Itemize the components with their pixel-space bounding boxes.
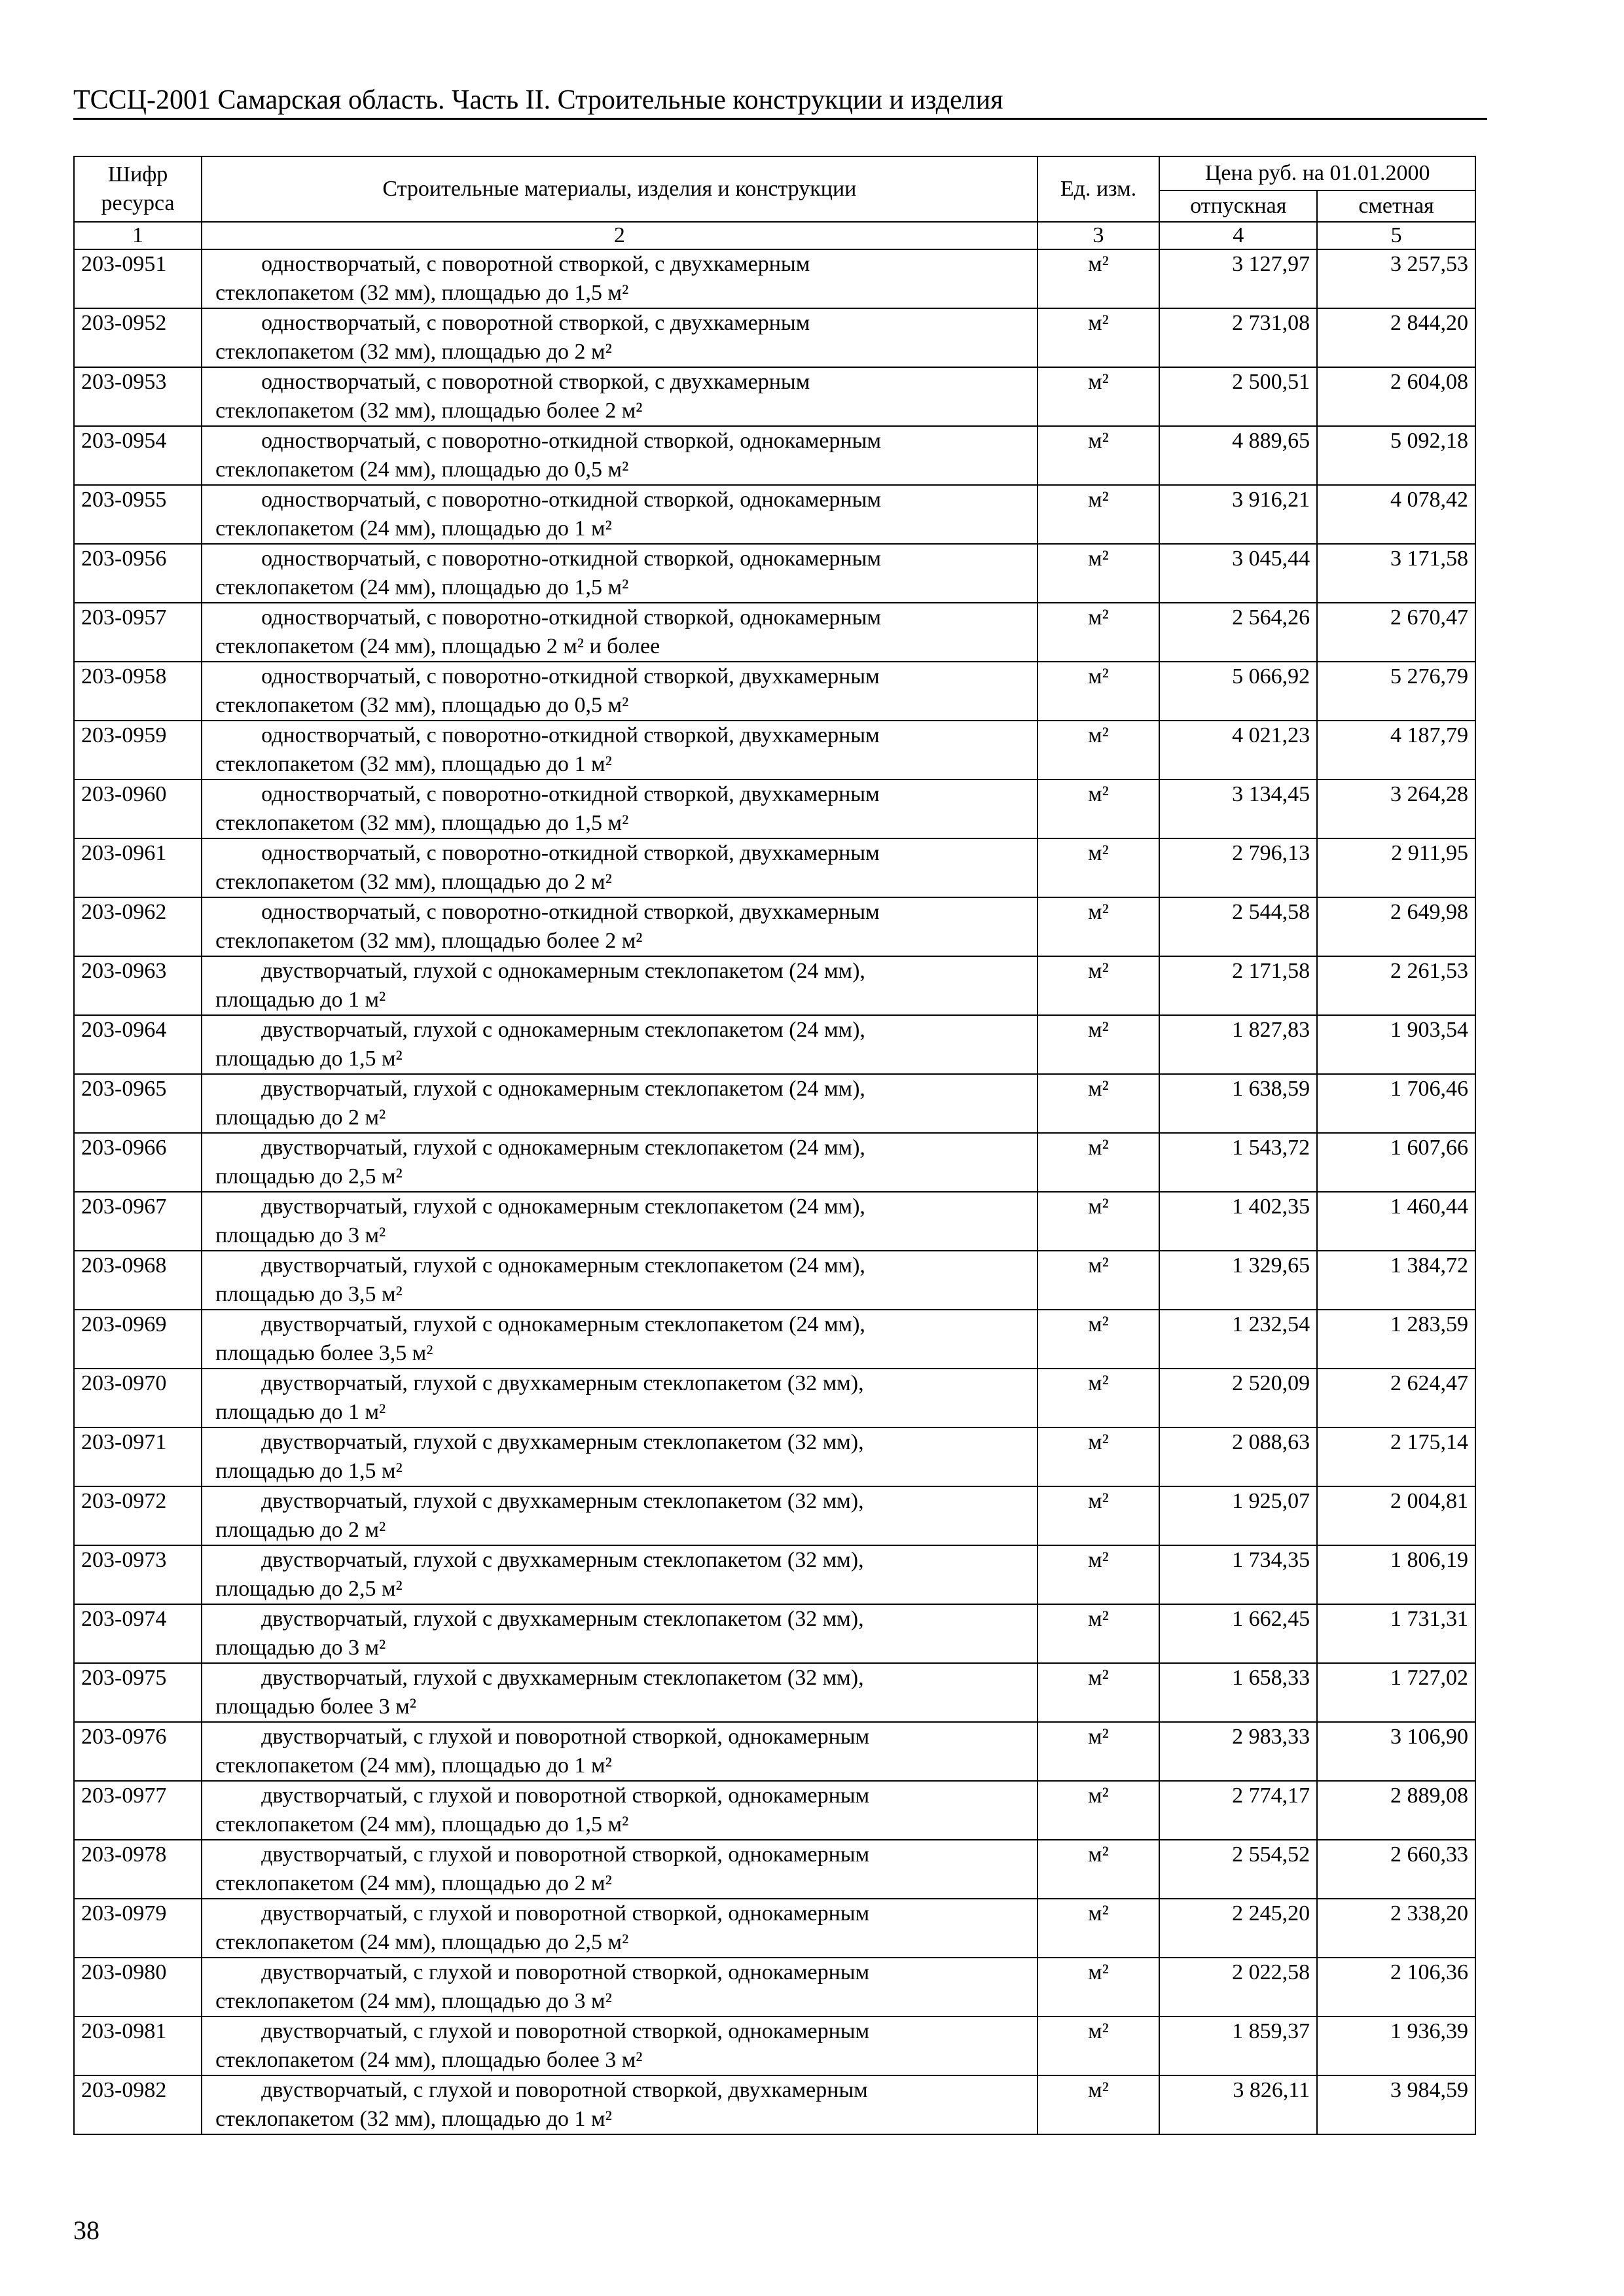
unit-of-measure: м² (1038, 780, 1160, 838)
price-release: 3 127,97 (1159, 249, 1317, 308)
description-line-1: двустворчатый, глухой с двухкамерным стеклопакетом (32 мм), (261, 1371, 864, 1395)
price-release: 2 520,09 (1159, 1369, 1317, 1427)
table-row (74, 1192, 1475, 1251)
material-description (202, 426, 1038, 485)
material-description (202, 603, 1038, 662)
table-body (74, 249, 1475, 2134)
description-line-2: площадью более 3,5 м² (215, 1341, 433, 1365)
description-line-2: площадью до 2,5 м² (215, 1577, 403, 1601)
price-release: 4 889,65 (1159, 426, 1317, 485)
material-description (202, 1369, 1038, 1427)
description-line-2: стеклопакетом (32 мм), площадью более 2 м² (215, 399, 643, 423)
price-estimate: 1 727,02 (1317, 1663, 1475, 1722)
unit-of-measure: м² (1038, 249, 1160, 308)
table-row (74, 956, 1475, 1015)
description-line-2: стеклопакетом (32 мм), площадью до 1,5 м² (215, 811, 629, 835)
resource-code: 203-0961 (74, 838, 202, 897)
unit-of-measure: м² (1038, 1545, 1160, 1604)
table-row (74, 1251, 1475, 1310)
material-description (202, 1899, 1038, 1958)
description-line-1: двустворчатый, с глухой и поворотной створкой, однокамерным (261, 1901, 870, 1926)
description-line-2: стеклопакетом (24 мм), площадью до 1 м² (215, 516, 612, 541)
price-estimate: 2 624,47 (1317, 1369, 1475, 1427)
price-release: 1 658,33 (1159, 1663, 1317, 1722)
table-row (74, 308, 1475, 367)
material-description (202, 1545, 1038, 1604)
table-row (74, 1958, 1475, 2017)
table-row (74, 780, 1475, 838)
table-row (74, 1840, 1475, 1899)
description-line-2: стеклопакетом (32 мм), площадью до 1 м² (215, 2107, 612, 2131)
description-line-1: двустворчатый, с глухой и поворотной створкой, однокамерным (261, 1725, 870, 1749)
unit-of-measure: м² (1038, 1663, 1160, 1722)
price-estimate: 4 078,42 (1317, 485, 1475, 544)
header-price-group: Цена руб. на 01.01.2000 (1159, 156, 1475, 190)
resource-code: 203-0981 (74, 2017, 202, 2075)
price-estimate: 3 984,59 (1317, 2075, 1475, 2134)
price-estimate: 2 670,47 (1317, 603, 1475, 662)
price-release: 2 731,08 (1159, 308, 1317, 367)
price-release: 1 638,59 (1159, 1074, 1317, 1133)
resource-code: 203-0951 (74, 249, 202, 308)
table-row (74, 1369, 1475, 1427)
resource-code: 203-0979 (74, 1899, 202, 1958)
description-line-1: двустворчатый, глухой с двухкамерным стеклопакетом (32 мм), (261, 1548, 864, 1572)
resource-code: 203-0960 (74, 780, 202, 838)
price-estimate: 3 264,28 (1317, 780, 1475, 838)
price-estimate: 2 106,36 (1317, 1958, 1475, 2017)
description-line-2: стеклопакетом (24 мм), площадью до 1 м² (215, 1753, 612, 1778)
description-line-1: одностворчатый, с поворотной створкой, с двухкамерным (261, 311, 810, 335)
table-row (74, 1074, 1475, 1133)
table-row (74, 838, 1475, 897)
resource-code: 203-0954 (74, 426, 202, 485)
description-line-2: стеклопакетом (32 мм), площадью до 1 м² (215, 752, 612, 776)
description-line-1: двустворчатый, глухой с однокамерным стеклопакетом (24 мм), (261, 1253, 865, 1278)
resource-code: 203-0974 (74, 1604, 202, 1663)
material-description (202, 1722, 1038, 1781)
price-estimate: 1 607,66 (1317, 1133, 1475, 1192)
description-line-1: двустворчатый, глухой с однокамерным стеклопакетом (24 мм), (261, 1018, 865, 1042)
resource-code: 203-0971 (74, 1427, 202, 1486)
description-line-2: стеклопакетом (24 мм), площадью до 1,5 м² (215, 1812, 629, 1837)
unit-of-measure: м² (1038, 662, 1160, 721)
description-line-1: двустворчатый, глухой с однокамерным стеклопакетом (24 мм), (261, 1077, 865, 1101)
header-unit: Ед. изм. (1038, 156, 1160, 222)
resource-code: 203-0969 (74, 1310, 202, 1369)
price-estimate: 1 903,54 (1317, 1015, 1475, 1074)
price-release: 2 171,58 (1159, 956, 1317, 1015)
price-estimate: 4 187,79 (1317, 721, 1475, 780)
unit-of-measure: м² (1038, 485, 1160, 544)
price-table (73, 156, 1476, 2135)
price-release: 1 402,35 (1159, 1192, 1317, 1251)
price-release: 3 134,45 (1159, 780, 1317, 838)
description-line-1: одностворчатый, с поворотно-откидной створкой, двухкамерным (261, 841, 880, 865)
resource-code: 203-0982 (74, 2075, 202, 2134)
table-row (74, 603, 1475, 662)
material-description (202, 662, 1038, 721)
description-line-1: одностворчатый, с поворотно-откидной створкой, двухкамерным (261, 900, 880, 924)
resource-code: 203-0967 (74, 1192, 202, 1251)
table-row (74, 1899, 1475, 1958)
table-row (74, 249, 1475, 308)
header-description: Строительные материалы, изделия и конструкции (202, 156, 1038, 222)
table-row (74, 1427, 1475, 1486)
material-description (202, 1015, 1038, 1074)
material-description (202, 1486, 1038, 1545)
column-number-5: 5 (1317, 222, 1475, 249)
description-line-1: двустворчатый, глухой с двухкамерным стеклопакетом (32 мм), (261, 1430, 864, 1454)
table-row (74, 1781, 1475, 1840)
material-description (202, 1074, 1038, 1133)
description-line-1: одностворчатый, с поворотно-откидной створкой, однокамерным (261, 488, 881, 512)
material-description (202, 1427, 1038, 1486)
description-line-1: двустворчатый, с глухой и поворотной створкой, однокамерным (261, 1842, 870, 1867)
unit-of-measure: м² (1038, 1074, 1160, 1133)
description-line-1: одностворчатый, с поворотно-откидной створкой, однокамерным (261, 547, 881, 571)
price-release: 1 662,45 (1159, 1604, 1317, 1663)
price-estimate: 2 004,81 (1317, 1486, 1475, 1545)
price-estimate: 2 175,14 (1317, 1427, 1475, 1486)
description-line-2: площадью до 1,5 м² (215, 1459, 403, 1483)
description-line-1: двустворчатый, глухой с однокамерным стеклопакетом (24 мм), (261, 1312, 865, 1336)
header-price-estimate: сметная (1317, 190, 1475, 222)
description-line-2: стеклопакетом (32 мм), площадью до 1,5 м² (215, 281, 629, 305)
table-row (74, 662, 1475, 721)
material-description (202, 780, 1038, 838)
description-line-1: одностворчатый, с поворотной створкой, с двухкамерным (261, 370, 810, 394)
price-release: 3 916,21 (1159, 485, 1317, 544)
unit-of-measure: м² (1038, 1015, 1160, 1074)
material-description (202, 1192, 1038, 1251)
price-estimate: 2 261,53 (1317, 956, 1475, 1015)
table-row (74, 897, 1475, 956)
unit-of-measure: м² (1038, 367, 1160, 426)
material-description (202, 2075, 1038, 2134)
description-line-2: стеклопакетом (24 мм), площадью до 1,5 м² (215, 575, 629, 600)
price-release: 2 983,33 (1159, 1722, 1317, 1781)
price-estimate: 1 731,31 (1317, 1604, 1475, 1663)
description-line-1: двустворчатый, с глухой и поворотной створкой, однокамерным (261, 1784, 870, 1808)
resource-code: 203-0972 (74, 1486, 202, 1545)
price-release: 2 022,58 (1159, 1958, 1317, 2017)
price-release: 1 859,37 (1159, 2017, 1317, 2075)
price-estimate: 1 384,72 (1317, 1251, 1475, 1310)
unit-of-measure: м² (1038, 721, 1160, 780)
description-line-1: двустворчатый, глухой с двухкамерным стеклопакетом (32 мм), (261, 1489, 864, 1513)
resource-code: 203-0959 (74, 721, 202, 780)
unit-of-measure: м² (1038, 426, 1160, 485)
resource-code: 203-0965 (74, 1074, 202, 1133)
price-estimate: 3 171,58 (1317, 544, 1475, 603)
column-number-1: 1 (74, 222, 202, 249)
description-line-1: одностворчатый, с поворотно-откидной створкой, двухкамерным (261, 782, 880, 806)
resource-code: 203-0953 (74, 367, 202, 426)
price-estimate: 3 106,90 (1317, 1722, 1475, 1781)
description-line-2: площадью до 1 м² (215, 1400, 386, 1424)
description-line-1: двустворчатый, глухой с двухкамерным стеклопакетом (32 мм), (261, 1666, 864, 1690)
column-number-3: 3 (1038, 222, 1160, 249)
resource-code: 203-0968 (74, 1251, 202, 1310)
description-line-2: стеклопакетом (24 мм), площадью до 2,5 м² (215, 1930, 629, 1954)
price-release: 1 329,65 (1159, 1251, 1317, 1310)
column-number-4: 4 (1159, 222, 1317, 249)
description-line-1: двустворчатый, глухой с двухкамерным стеклопакетом (32 мм), (261, 1607, 864, 1631)
unit-of-measure: м² (1038, 603, 1160, 662)
price-release: 2 088,63 (1159, 1427, 1317, 1486)
price-estimate: 1 460,44 (1317, 1192, 1475, 1251)
header-code: Шифр ресурса (74, 156, 202, 222)
description-line-1: двустворчатый, с глухой и поворотной створкой, однокамерным (261, 2019, 870, 2043)
description-line-1: двустворчатый, глухой с однокамерным стеклопакетом (24 мм), (261, 959, 865, 983)
unit-of-measure: м² (1038, 1427, 1160, 1486)
material-description (202, 721, 1038, 780)
description-line-2: стеклопакетом (32 мм), площадью более 2 м² (215, 929, 643, 953)
resource-code: 203-0955 (74, 485, 202, 544)
table-row (74, 1486, 1475, 1545)
table-header (74, 156, 1475, 249)
price-release: 2 774,17 (1159, 1781, 1317, 1840)
table-row (74, 1310, 1475, 1369)
unit-of-measure: м² (1038, 1840, 1160, 1899)
table-row (74, 1133, 1475, 1192)
unit-of-measure: м² (1038, 1899, 1160, 1958)
header-price-release: отпускная (1159, 190, 1317, 222)
price-estimate: 1 806,19 (1317, 1545, 1475, 1604)
description-line-1: одностворчатый, с поворотно-откидной створкой, двухкамерным (261, 664, 880, 689)
resource-code: 203-0958 (74, 662, 202, 721)
description-line-2: площадью до 2 м² (215, 1518, 386, 1542)
price-release: 1 543,72 (1159, 1133, 1317, 1192)
unit-of-measure: м² (1038, 308, 1160, 367)
unit-of-measure: м² (1038, 1251, 1160, 1310)
price-release: 2 564,26 (1159, 603, 1317, 662)
price-estimate: 1 936,39 (1317, 2017, 1475, 2075)
price-release: 2 245,20 (1159, 1899, 1317, 1958)
description-line-2: площадью до 1,5 м² (215, 1047, 403, 1071)
material-description (202, 1251, 1038, 1310)
material-description (202, 2017, 1038, 2075)
price-estimate: 3 257,53 (1317, 249, 1475, 308)
page-header-title: ТССЦ-2001 Самарская область. Часть II. Строительные конструкции и изделия (73, 85, 1003, 115)
resource-code: 203-0952 (74, 308, 202, 367)
resource-code: 203-0970 (74, 1369, 202, 1427)
material-description (202, 1133, 1038, 1192)
material-description (202, 1840, 1038, 1899)
description-line-2: стеклопакетом (32 мм), площадью до 2 м² (215, 340, 612, 364)
unit-of-measure: м² (1038, 1781, 1160, 1840)
resource-code: 203-0980 (74, 1958, 202, 2017)
price-release: 5 066,92 (1159, 662, 1317, 721)
description-line-1: одностворчатый, с поворотно-откидной створкой, двухкамерным (261, 723, 880, 747)
price-estimate: 2 649,98 (1317, 897, 1475, 956)
resource-code: 203-0963 (74, 956, 202, 1015)
resource-code: 203-0976 (74, 1722, 202, 1781)
description-line-1: двустворчатый, глухой с однокамерным стеклопакетом (24 мм), (261, 1136, 865, 1160)
description-line-2: стеклопакетом (32 мм), площадью до 0,5 м² (215, 693, 629, 717)
resource-code: 203-0975 (74, 1663, 202, 1722)
table-row (74, 1545, 1475, 1604)
resource-code: 203-0973 (74, 1545, 202, 1604)
table-row (74, 2017, 1475, 2075)
description-line-1: одностворчатый, с поворотной створкой, с двухкамерным (261, 252, 810, 276)
material-description (202, 308, 1038, 367)
price-estimate: 2 911,95 (1317, 838, 1475, 897)
unit-of-measure: м² (1038, 1958, 1160, 2017)
description-line-2: площадью до 2,5 м² (215, 1164, 403, 1189)
material-description (202, 1958, 1038, 2017)
price-estimate: 2 338,20 (1317, 1899, 1475, 1958)
material-description (202, 485, 1038, 544)
table-row (74, 544, 1475, 603)
price-estimate: 5 092,18 (1317, 426, 1475, 485)
description-line-2: площадью до 3 м² (215, 1223, 386, 1247)
description-line-2: стеклопакетом (24 мм), площадью 2 м² и более (215, 634, 660, 658)
unit-of-measure: м² (1038, 1369, 1160, 1427)
description-line-1: двустворчатый, с глухой и поворотной створкой, двухкамерным (261, 2078, 868, 2102)
unit-of-measure: м² (1038, 544, 1160, 603)
unit-of-measure: м² (1038, 1486, 1160, 1545)
description-line-2: площадью до 3,5 м² (215, 1282, 403, 1306)
table-row (74, 426, 1475, 485)
description-line-2: стеклопакетом (24 мм), площадью до 0,5 м² (215, 457, 629, 482)
price-release: 4 021,23 (1159, 721, 1317, 780)
price-release: 3 826,11 (1159, 2075, 1317, 2134)
description-line-2: площадью до 2 м² (215, 1105, 386, 1130)
price-release: 3 045,44 (1159, 544, 1317, 603)
table-row (74, 1604, 1475, 1663)
price-release: 2 500,51 (1159, 367, 1317, 426)
resource-code: 203-0957 (74, 603, 202, 662)
resource-code: 203-0977 (74, 1781, 202, 1840)
column-number-2: 2 (202, 222, 1038, 249)
description-line-1: двустворчатый, с глухой и поворотной створкой, однокамерным (261, 1960, 870, 1984)
price-release: 1 232,54 (1159, 1310, 1317, 1369)
description-line-1: одностворчатый, с поворотно-откидной створкой, однокамерным (261, 605, 881, 630)
price-estimate: 1 706,46 (1317, 1074, 1475, 1133)
resource-code: 203-0966 (74, 1133, 202, 1192)
table-row (74, 1015, 1475, 1074)
material-description (202, 956, 1038, 1015)
unit-of-measure: м² (1038, 956, 1160, 1015)
material-description (202, 544, 1038, 603)
page-number: 38 (73, 2215, 99, 2245)
description-line-2: стеклопакетом (32 мм), площадью до 2 м² (215, 870, 612, 894)
description-line-2: площадью до 3 м² (215, 1636, 386, 1660)
table-row (74, 2075, 1475, 2134)
table-row (74, 367, 1475, 426)
material-description (202, 838, 1038, 897)
resource-code: 203-0956 (74, 544, 202, 603)
description-line-2: стеклопакетом (24 мм), площадью до 3 м² (215, 1989, 612, 2013)
unit-of-measure: м² (1038, 1133, 1160, 1192)
price-estimate: 5 276,79 (1317, 662, 1475, 721)
unit-of-measure: м² (1038, 1310, 1160, 1369)
price-estimate: 2 889,08 (1317, 1781, 1475, 1840)
material-description (202, 367, 1038, 426)
description-line-1: двустворчатый, глухой с однокамерным стеклопакетом (24 мм), (261, 1194, 865, 1219)
table-row (74, 485, 1475, 544)
description-line-2: стеклопакетом (24 мм), площадью более 3 м² (215, 2048, 643, 2072)
unit-of-measure: м² (1038, 2017, 1160, 2075)
price-release: 1 827,83 (1159, 1015, 1317, 1074)
unit-of-measure: м² (1038, 897, 1160, 956)
material-description (202, 1781, 1038, 1840)
price-release: 2 796,13 (1159, 838, 1317, 897)
resource-code: 203-0964 (74, 1015, 202, 1074)
price-estimate: 1 283,59 (1317, 1310, 1475, 1369)
table-row (74, 721, 1475, 780)
price-estimate: 2 660,33 (1317, 1840, 1475, 1899)
material-description (202, 897, 1038, 956)
price-release: 2 544,58 (1159, 897, 1317, 956)
price-estimate: 2 604,08 (1317, 367, 1475, 426)
price-release: 1 925,07 (1159, 1486, 1317, 1545)
resource-code: 203-0978 (74, 1840, 202, 1899)
unit-of-measure: м² (1038, 2075, 1160, 2134)
unit-of-measure: м² (1038, 838, 1160, 897)
unit-of-measure: м² (1038, 1192, 1160, 1251)
description-line-2: площадью более 3 м² (215, 1695, 416, 1719)
header-rule (73, 118, 1487, 120)
description-line-2: площадью до 1 м² (215, 988, 386, 1012)
resource-code: 203-0962 (74, 897, 202, 956)
material-description (202, 1604, 1038, 1663)
description-line-1: одностворчатый, с поворотно-откидной створкой, однокамерным (261, 429, 881, 453)
material-description (202, 1663, 1038, 1722)
table-row (74, 1722, 1475, 1781)
description-line-2: стеклопакетом (24 мм), площадью до 2 м² (215, 1871, 612, 1895)
price-release: 1 734,35 (1159, 1545, 1317, 1604)
unit-of-measure: м² (1038, 1604, 1160, 1663)
price-estimate: 2 844,20 (1317, 308, 1475, 367)
price-release: 2 554,52 (1159, 1840, 1317, 1899)
material-description (202, 249, 1038, 308)
table-row (74, 1663, 1475, 1722)
material-description (202, 1310, 1038, 1369)
unit-of-measure: м² (1038, 1722, 1160, 1781)
